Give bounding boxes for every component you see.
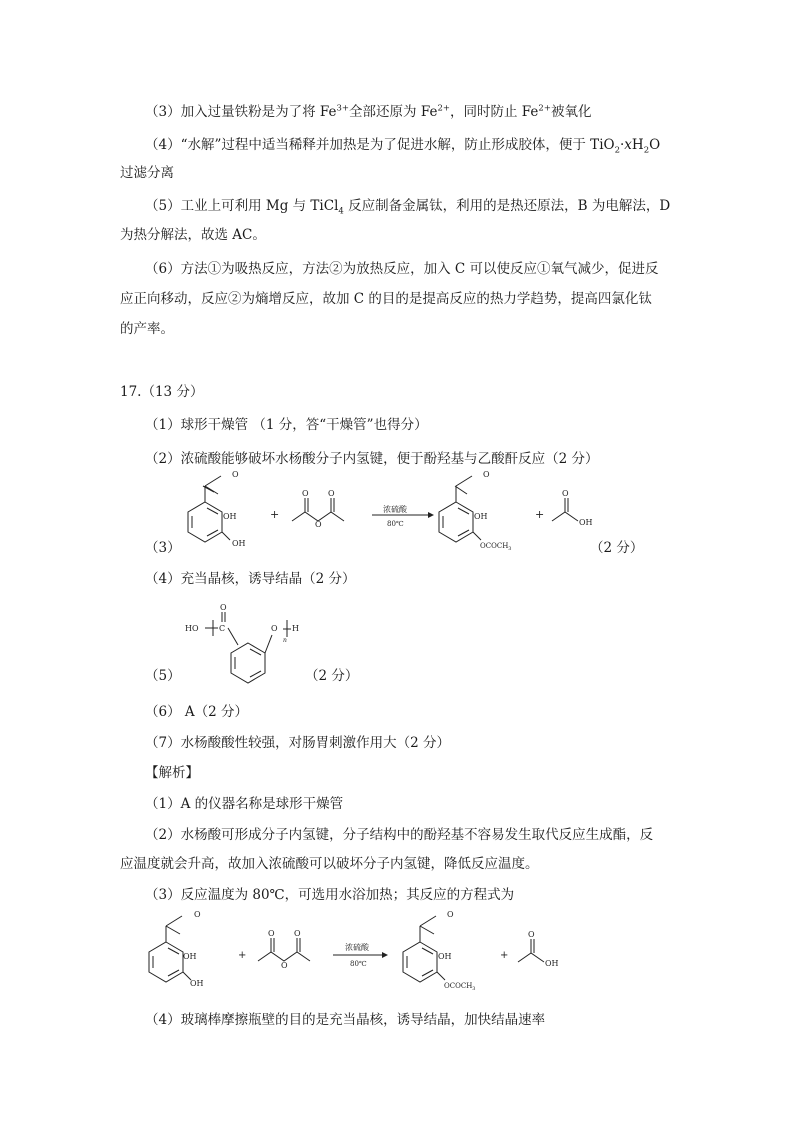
reaction2-oh4: OH <box>545 959 559 968</box>
reaction2-o5: O <box>447 910 454 919</box>
reaction1-oh1: OH <box>223 512 237 521</box>
answer-17-3-label: （3） <box>145 540 181 556</box>
reaction1-o2: O <box>302 489 309 498</box>
reaction2-o4: O <box>281 961 288 970</box>
answer-16-6-cont2: 的产率。 <box>120 321 174 337</box>
reaction1-catalyst: 浓硫酸 <box>383 505 407 514</box>
answer-16-6-cont1: 应正向移动，反应②为熵增反应，故加 C 的目的是提高反应的热力学趋势，提高四氯化钛 <box>120 291 652 307</box>
polymer-c: C <box>219 624 226 633</box>
explain-17-3: （3）反应温度为 80℃，可选用水浴加热；其反应的方程式为 <box>145 887 515 903</box>
answer-17-6: （6） A（2 分） <box>145 704 249 720</box>
polymer-h: H <box>292 624 299 633</box>
reaction2-acetyl: $OCOCH_3$ <box>444 982 476 992</box>
answer-16-6: （6）方法①为吸热反应，方法②为放热反应，加入 C 可以使反应①氧气减少，促进反 <box>145 261 659 277</box>
reaction1-o5: O <box>483 470 490 479</box>
reaction2-o3: O <box>294 929 301 938</box>
explain-17-2: （2）水杨酸可形成分子内氢键，分子结构中的酚羟基不容易发生取代反应生成酯，反 <box>145 827 654 843</box>
polymer-o1: O <box>220 603 227 612</box>
answer-16-4-cont: 过滤分离 <box>120 165 174 181</box>
reaction1-plus1: + <box>270 508 280 521</box>
explain-17-2-cont: 应温度就会升高，故加入浓硫酸可以破坏分子内氢键，降低反应温度。 <box>120 856 539 872</box>
reaction1-plus2: + <box>535 508 545 521</box>
question-17-heading: 17.（13 分） <box>120 384 204 400</box>
reaction1-oh2: OH <box>232 539 246 548</box>
reaction1-oh3: OH <box>474 512 488 521</box>
reaction2-temp: 80℃ <box>350 960 367 968</box>
answer-17-3-score: （2 分） <box>590 540 644 556</box>
answer-17-2: （2）浓硫酸能够破坏水杨酸分子内氢键，便于酚羟基与乙酸酐反应（2 分） <box>145 451 599 467</box>
answer-17-7: （7）水杨酸酸性较强，对肠胃刺激作用大（2 分） <box>145 735 450 751</box>
reaction1-acetyl: $OCOCH_3$ <box>480 542 512 552</box>
reaction2-catalyst: 浓硫酸 <box>345 943 369 952</box>
answer-17-5-label: （5） <box>145 668 181 684</box>
reaction1-o1: O <box>232 470 239 479</box>
reaction1-o4: O <box>315 520 322 529</box>
analysis-heading: 【解析】 <box>145 765 199 781</box>
answer-16-3: （3）加入过量铁粉是为了将 $Fe^{3+}$全部还原为 $Fe^{2+}$，同时防止 $Fe^{2+}$被氧化 <box>145 103 592 120</box>
reaction2-o1: O <box>194 910 201 919</box>
reaction1-o6: O <box>562 489 569 498</box>
reaction2-o6: O <box>528 930 535 939</box>
reaction2-oh1: OH <box>183 952 197 961</box>
answer-16-5-cont: 为热分解法，故选 AC。 <box>120 227 266 243</box>
answer-16-5: （5）工业上可利用 Mg 与 TiCl$_4$ 反应制备金属钛，利用的是热还原法，B 为电解法，D <box>145 198 671 217</box>
reaction2-o2: O <box>268 929 275 938</box>
reaction1-temp: 80℃ <box>387 520 404 528</box>
polymer-o2: O <box>271 624 278 633</box>
answer-17-4: （4）充当晶核，诱导结晶（2 分） <box>145 571 356 587</box>
answer-17-1: （1）球形干燥管 （1 分，答“干燥管”也得分） <box>145 417 428 433</box>
polymer-n: n <box>283 637 287 644</box>
reaction2-plus2: + <box>500 950 509 961</box>
reaction1-oh4: OH <box>579 518 593 527</box>
answer-16-4: （4）“水解”过程中适当稀释并加热是为了促进水解，防止形成胶体，便于 $TiO_2\cdot xH_2O$ <box>145 137 661 156</box>
reaction2-plus1: + <box>238 950 247 961</box>
reaction2-oh2: OH <box>190 979 204 988</box>
explain-17-1: （1）A 的仪器名称是球形干燥管 <box>145 796 344 812</box>
reaction2-oh3: OH <box>438 952 452 961</box>
polymer-ho: HO <box>185 624 199 633</box>
answer-17-5-score: （2 分） <box>305 668 359 684</box>
explain-17-4: （4）玻璃棒摩擦瓶壁的目的是充当晶核，诱导结晶，加快结晶速率 <box>145 1012 546 1028</box>
reaction1-o3: O <box>328 489 335 498</box>
